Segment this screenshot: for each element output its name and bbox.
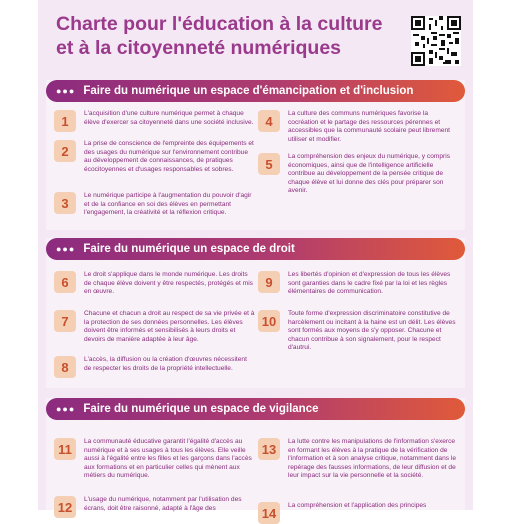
item-number: 2 [54,140,76,162]
item-number: 1 [54,110,76,132]
item-number: 6 [54,271,76,293]
item-number: 14 [258,502,280,524]
section-droit [46,238,465,388]
item-text: La compréhension des enjeux du numérique, y compris économiques, ainsi que de l'intelligence artificielle contribue au développement de la pensée critique de chaque élève et lui donne des clés pour préparer son avenir. [288,153,451,195]
item-number: 9 [258,271,280,293]
section-heading: Faire du numérique un espace de vigilance [83,403,319,415]
item-number: 5 [258,153,280,175]
title-line-2: et à la citoyenneté numériques [56,37,342,59]
item-text: Le droit s'applique dans le monde numérique. Les droits de chaque élève doivent y être respectés, protégés et mis en œuvre. [84,271,253,296]
section-header [46,80,465,102]
item-number: 8 [54,356,76,378]
title-line-1: Charte pour l'éducation à la culture [56,13,383,35]
section-header [46,238,465,260]
item-number: 11 [54,438,76,460]
item-text: Chacune et chacun a droit au respect de sa vie privée et à la protection de ses données personnelles. Les élèves doivent être informés et sensibilisés à leurs droits et devoirs de manière adaptée à leur âge. [84,310,255,343]
item-number: 13 [258,438,280,460]
section-emancipation [46,80,465,230]
item-number: 4 [258,110,280,132]
section-header [46,398,465,420]
item-text: Les libertés d'opinion et d'expression de tous les élèves sont garanties dans le cadre fixé par la loi et les règles élémentaires de communication. [288,271,451,296]
page-title [56,12,416,60]
item-number: 7 [54,310,76,332]
item-text: La culture des communs numériques favorise la cocréation et le partage des ressources pérennes et accessibles que la communauté scolaire peut librement utiliser et modifier. [288,110,450,143]
qr-code-icon[interactable] [411,16,461,66]
item-text: Toute forme d'expression discriminatoire constitutive de harcèlement ou incitant à la haine est un délit. Les élèves sont formés aux moyens de s'y opposer. Chacune et chacun contribue à son signalement, pour le respect d'autrui. [288,310,456,352]
section-vigilance [46,398,465,521]
item-text: L'accès, la diffusion ou la création d'œuvres nécessitent de respecter les droits de la propriété intellectuelle. [84,356,247,372]
item-number: 10 [258,310,280,332]
dots-icon: ●●● [56,404,76,414]
item-text: L'usage du numérique, notamment par l'utilisation des écrans, doit être raisonné, adapté à l'âge des [84,496,242,512]
section-heading: Faire du numérique un espace d'émancipation et d'inclusion [83,85,414,97]
item-text: L'acquisition d'une culture numérique permet à chaque élève d'exercer sa citoyenneté dans une société inclusive. [84,110,254,126]
item-text: La prise de conscience de l'empreinte des équipements et des usages du numérique sur l'environnement contribue au développement de connaissances, de pratiques écocitoyennes et d'usages responsables et sobres. [84,140,254,173]
item-text: La lutte contre les manipulations de l'information s'exerce en formant les élèves à la pratique de la vérification de l'information et à son analyse critique, notamment dans le repérage des fausses informations, de leur diffusion et de leur impact sur la vie personnelle et la société. [288,438,457,480]
dots-icon: ●●● [56,86,76,96]
item-number: 12 [54,496,76,518]
section-heading: Faire du numérique un espace de droit [83,243,295,255]
item-text: La communauté éducative garantit l'égalité d'accès au numérique et à ses usages à tous les élèves. Elle veille aussi à l'égalité entre les filles et les garçons dans l'accès aux formations et en particulier celles qui mènent aux métiers du numérique. [84,438,252,480]
item-text: La compréhension et l'application des principes [288,502,427,509]
charter-page [38,0,473,521]
dots-icon: ●●● [56,244,76,254]
item-number: 3 [54,192,76,214]
item-text: Le numérique participe à l'augmentation du pouvoir d'agir et de la confiance en soi des élèves en permettant l'engagement, la créativité et la réflexion critique. [84,192,252,217]
